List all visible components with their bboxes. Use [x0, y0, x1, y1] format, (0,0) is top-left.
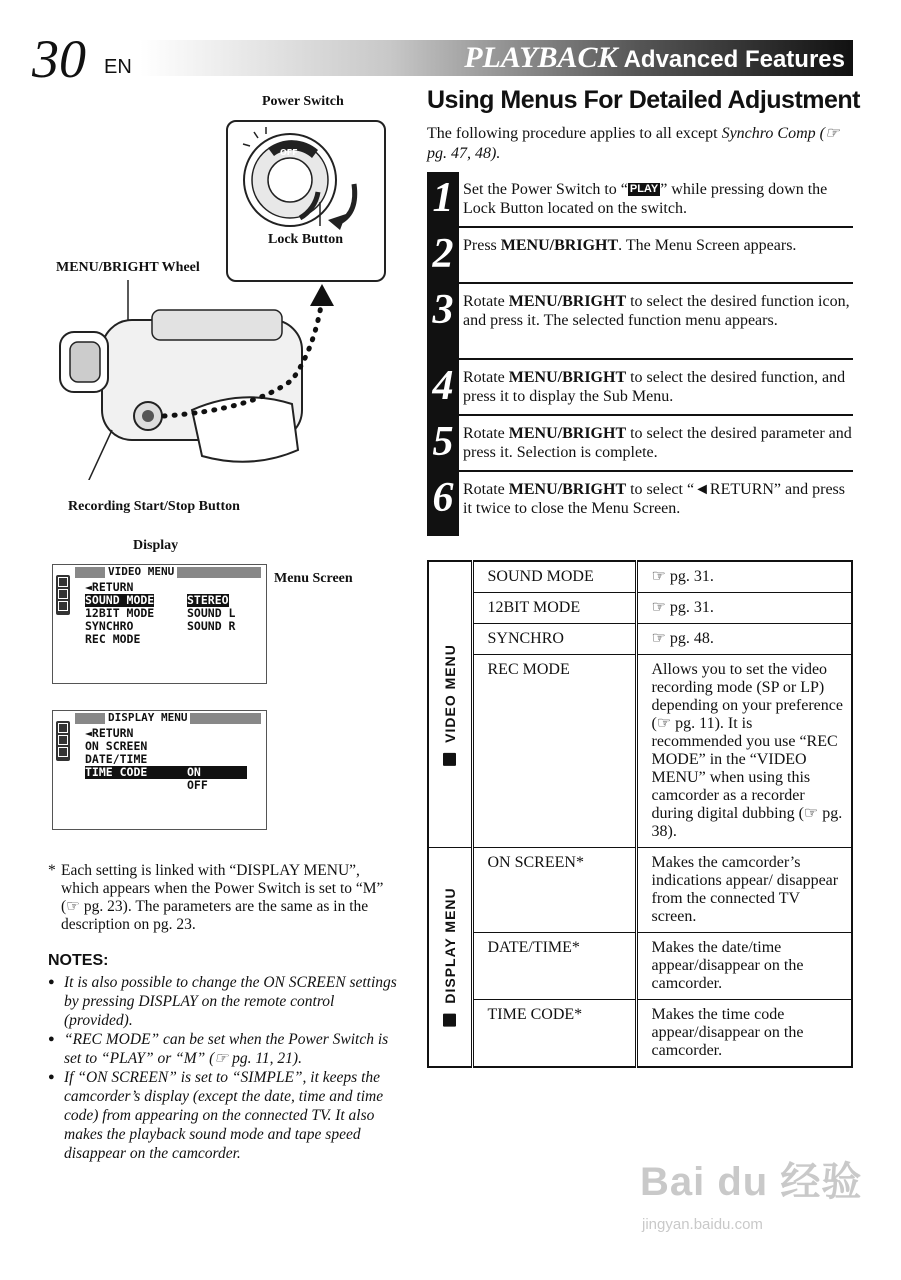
- video-menu-group-label: VIDEO MENU: [441, 644, 459, 766]
- watermark-logo: Bai du 经验: [640, 1160, 863, 1204]
- power-switch-label: Power Switch: [262, 94, 344, 109]
- display-menu-icon: [443, 1014, 456, 1027]
- step-number: 6: [427, 472, 459, 536]
- play-badge-icon: PLAY: [629, 183, 659, 195]
- step-text: Rotate MENU/BRIGHT to select “◄RETURN” and press it twice to close the Menu Screen.: [463, 481, 845, 517]
- step-4: [427, 360, 853, 416]
- screen-item-selected: TIME CODE ON: [85, 766, 247, 779]
- screen-item: 12BIT MODE: [85, 606, 155, 620]
- screen-item: ◄RETURN: [85, 726, 134, 740]
- table-cell-desc: Makes the camcorder’s indications appear/ disappear from the connected TV screen.: [636, 848, 852, 933]
- step-text: Rotate MENU/BRIGHT to select the desired function, and press it to display the Sub Menu.: [463, 369, 846, 405]
- screen-item: ◄RETURN: [85, 580, 134, 594]
- step-5: [427, 416, 853, 472]
- screen-value: STEREO: [187, 593, 229, 607]
- page-number: 30: [32, 29, 86, 89]
- display-menu-group-label: DISPLAY MENU: [441, 887, 459, 1026]
- table-cell-item: SOUND MODE: [472, 561, 636, 593]
- step-text: Set the Power Switch to “ PLAY ” while pressing down the Lock Button located on the switch.: [463, 181, 828, 217]
- note-item: ● “REC MODE” can be set when the Power Switch is set to “PLAY” or “M” (☞ pg. 11, 21).: [48, 1030, 398, 1068]
- rec-button-label: Recording Start/Stop Button: [68, 499, 240, 514]
- note-item: ● If “ON SCREEN” is set to “SIMPLE”, it keeps the camcorder’s display (except the date, time and time code) from appearing on the connected TV. It also makes the playback sound mode and tape speed disappear on the camcorder.: [48, 1068, 398, 1163]
- display-menu-title: DISPLAY MENU: [105, 712, 190, 724]
- step-text: Rotate MENU/BRIGHT to select the desired function icon, and press it. The selected function menu appears.: [463, 293, 850, 329]
- display-menu-group-cell: [428, 848, 472, 1068]
- table-cell-desc: ☞ pg. 48.: [636, 624, 852, 655]
- step-3: [427, 284, 853, 360]
- table-cell-desc: ☞ pg. 31.: [636, 593, 852, 624]
- notes-heading: NOTES:: [48, 952, 109, 969]
- intro-text: The following procedure applies to all except Synchro Comp (☞ pg. 47, 48).: [427, 125, 840, 162]
- footnote: [48, 862, 398, 934]
- table-cell-item: ON SCREEN*: [472, 848, 636, 933]
- lock-button-label: Lock Button: [268, 232, 344, 247]
- svg-text:OFF: OFF: [280, 148, 298, 157]
- video-menu-group-cell: [428, 561, 472, 848]
- table-cell-item: 12BIT MODE: [472, 593, 636, 624]
- section-header: [140, 40, 853, 76]
- camcorder-illustration: [52, 280, 352, 480]
- power-dial-icon: [228, 122, 384, 280]
- menu-function-icons: [56, 575, 70, 615]
- steps-list: [427, 172, 853, 536]
- table-cell-item: TIME CODE*: [472, 1000, 636, 1068]
- step-6: [427, 472, 853, 536]
- screen-item: SYNCHRO: [85, 619, 134, 633]
- screen-item: DATE/TIME: [85, 752, 148, 766]
- display-menu-screen: [52, 710, 267, 830]
- table-row: [428, 561, 852, 593]
- step-1: [427, 172, 853, 228]
- table-row: [428, 593, 852, 624]
- step-2: [427, 228, 853, 284]
- screen-value: OFF: [187, 778, 208, 792]
- table-cell-desc: ☞ pg. 31.: [636, 561, 852, 593]
- screen-value: SOUND L: [187, 606, 236, 620]
- footnote-marker: *: [48, 862, 56, 879]
- menu-wheel-label: MENU/BRIGHT Wheel: [56, 260, 200, 275]
- table-cell-desc: Allows you to set the video recording mode (SP or LP) depending on your preference (☞ pg. 11). It is recommended you use “REC MODE” in the “VIDEO MENU” when using this camcorder as a recorder during digital dubbing (☞ pg. 38).: [636, 655, 852, 848]
- watermark-url: jingyan.baidu.com: [642, 1216, 763, 1233]
- screen-title-bar: [75, 713, 261, 724]
- menu-screen-label: Menu Screen: [274, 571, 353, 586]
- screen-value: SOUND R: [187, 619, 236, 633]
- screen-item: REC MODE: [85, 632, 141, 646]
- step-text: Press MENU/BRIGHT. The Menu Screen appears.: [463, 237, 797, 254]
- step-text: Rotate MENU/BRIGHT to select the desired parameter and press it. Selection is complete.: [463, 425, 852, 461]
- table-cell-item: SYNCHRO: [472, 624, 636, 655]
- menu-settings-table: [427, 560, 853, 1068]
- step-number: 1: [427, 172, 459, 226]
- table-row: [428, 848, 852, 933]
- video-menu-screen: [52, 564, 267, 684]
- display-label: Display: [133, 538, 179, 553]
- section-title: PLAYBACK: [464, 41, 618, 74]
- step-number: 4: [427, 360, 459, 414]
- footnote-text: Each setting is linked with “DISPLAY MENU”, which appears when the Power Switch is set to “M” (☞ pg. 23). The parameters are the same as in the description on pg. 23.: [61, 862, 384, 933]
- page-title: Using Menus For Detailed Adjustment: [427, 86, 861, 114]
- step-number: 2: [427, 228, 459, 282]
- menu-function-icons: [56, 721, 70, 761]
- notes-list: [48, 973, 398, 1163]
- table-row: [428, 933, 852, 1000]
- section-subtitle: Advanced Features: [623, 46, 845, 73]
- screen-item: ON SCREEN: [85, 739, 148, 753]
- table-row: [428, 655, 852, 848]
- step-number: 5: [427, 416, 459, 470]
- screen-title-bar: [75, 567, 261, 578]
- table-cell-desc: Makes the date/time appear/disappear on the camcorder.: [636, 933, 852, 1000]
- table-row: [428, 1000, 852, 1068]
- video-menu-title: VIDEO MENU: [105, 566, 177, 578]
- page-language: EN: [104, 56, 132, 78]
- power-switch-illustration: [226, 120, 386, 282]
- table-cell-desc: Makes the time code appear/disappear on the camcorder.: [636, 1000, 852, 1068]
- table-row: [428, 624, 852, 655]
- screen-item: SOUND MODE: [85, 593, 155, 607]
- note-item: ● It is also possible to change the ON SCREEN settings by pressing DISPLAY on the remote control (provided).: [48, 973, 398, 1030]
- step-number: 3: [427, 284, 459, 358]
- table-cell-item: DATE/TIME*: [472, 933, 636, 1000]
- video-menu-icon: [443, 752, 456, 765]
- table-cell-item: REC MODE: [472, 655, 636, 848]
